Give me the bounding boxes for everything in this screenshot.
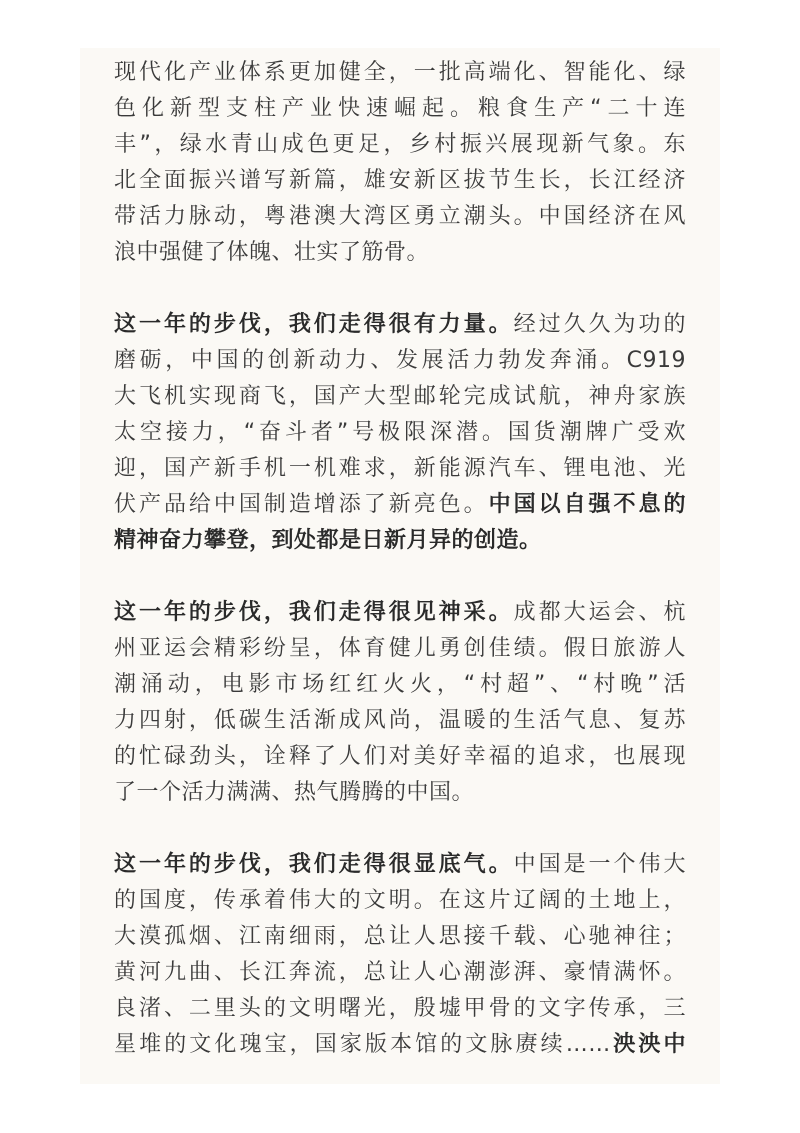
- text-line: [114, 235, 686, 271]
- body-text: 大漠孤烟、江南细雨，总让人思接千载、心驰神往；: [114, 924, 686, 949]
- text-line: [114, 415, 686, 451]
- article-body: [114, 55, 686, 1084]
- body-text: 良渚、二里头的文明曙光，殷墟甲骨的文字传承，三: [114, 996, 686, 1021]
- bold-text: 精神奋力攀登，到处都是日新月异的创造。: [114, 528, 542, 553]
- body-text: 潮涌动，电影市场红红火火，“村超”、“村晚”活: [114, 672, 686, 697]
- text-line: [114, 451, 686, 487]
- text-line: [114, 631, 686, 667]
- text-line: [114, 55, 686, 91]
- body-text: 丰”，绿水青山成色更足，乡村振兴展现新气象。东: [114, 132, 686, 157]
- body-text: 浪中强健了体魄、壮实了筋骨。: [114, 240, 430, 265]
- body-text: 北全面振兴谱写新篇，雄安新区拔节生长，长江经济: [114, 168, 686, 193]
- text-line: [114, 955, 686, 991]
- text-line: [114, 919, 686, 955]
- body-text: 州亚运会精彩纷呈，体育健儿勇创佳绩。假日旅游人: [114, 636, 686, 661]
- body-text: 星堆的文化瑰宝，国家版本馆的文脉赓续……: [114, 1032, 611, 1057]
- body-text: 黄河九曲、长江奔流，总让人心潮澎湃、豪情满怀。: [114, 960, 686, 985]
- text-line: [114, 343, 686, 379]
- text-line: [114, 127, 686, 163]
- text-line: [114, 667, 686, 703]
- text-line: [114, 847, 686, 883]
- text-line: [114, 775, 686, 811]
- text-line: [114, 487, 686, 523]
- body-text: 的国度，传承着伟大的文明。在这片辽阔的土地上，: [114, 888, 686, 913]
- body-text: 力四射，低碳生活渐成风尚，温暖的生活气息、复苏: [114, 708, 686, 733]
- text-line: [114, 595, 686, 631]
- body-text: 太空接力，“奋斗者”号极限深潜。国货潮牌广受欢: [114, 420, 686, 445]
- body-text: 伏产品给中国制造增添了新亮色。: [114, 492, 489, 517]
- body-text: 色化新型支柱产业快速崛起。粮食生产“二十连: [114, 96, 686, 121]
- body-text: 迎，国产新手机一机难求，新能源汽车、锂电池、光: [114, 456, 686, 481]
- article-paragraph: [114, 595, 686, 811]
- body-text: 现代化产业体系更加健全，一批高端化、智能化、绿: [114, 60, 686, 85]
- text-line: [114, 163, 686, 199]
- article-paragraph: [114, 55, 686, 271]
- text-line: [114, 1027, 686, 1063]
- article-paragraph: [114, 847, 686, 1063]
- body-text: 磨砺，中国的创新动力、发展活力勃发奔涌。C919: [114, 348, 686, 373]
- text-line: [114, 379, 686, 415]
- text-line: [114, 307, 686, 343]
- body-text: 的忙碌劲头，诠释了人们对美好幸福的追求，也展现: [114, 744, 686, 769]
- article-paragraph: [114, 307, 686, 559]
- body-text: 经过久久为功的: [513, 312, 686, 337]
- body-text: 成都大运会、杭: [513, 600, 686, 625]
- article-card: [80, 48, 720, 1084]
- text-line: [114, 523, 686, 559]
- bold-text: 这一年的步伐，我们走得很显底气。: [114, 852, 514, 877]
- body-text: 大飞机实现商飞，国产大型邮轮完成试航，神舟家族: [114, 384, 686, 409]
- bold-text: 中国以自强不息的: [488, 492, 686, 517]
- body-text: 中国是一个伟大: [513, 852, 686, 877]
- text-line: [114, 739, 686, 775]
- bold-text: 这一年的步伐，我们走得很见神采。: [114, 600, 514, 625]
- bold-text: 这一年的步伐，我们走得很有力量。: [114, 312, 514, 337]
- text-line: [114, 199, 686, 235]
- text-line: [114, 991, 686, 1027]
- bold-text: 泱泱中: [610, 1032, 686, 1057]
- text-line: [114, 883, 686, 919]
- text-line: [114, 91, 686, 127]
- body-text: 了一个活力满满、热气腾腾的中国。: [114, 780, 475, 805]
- body-text: 带活力脉动，粤港澳大湾区勇立潮头。中国经济在风: [114, 204, 686, 229]
- text-line: [114, 703, 686, 739]
